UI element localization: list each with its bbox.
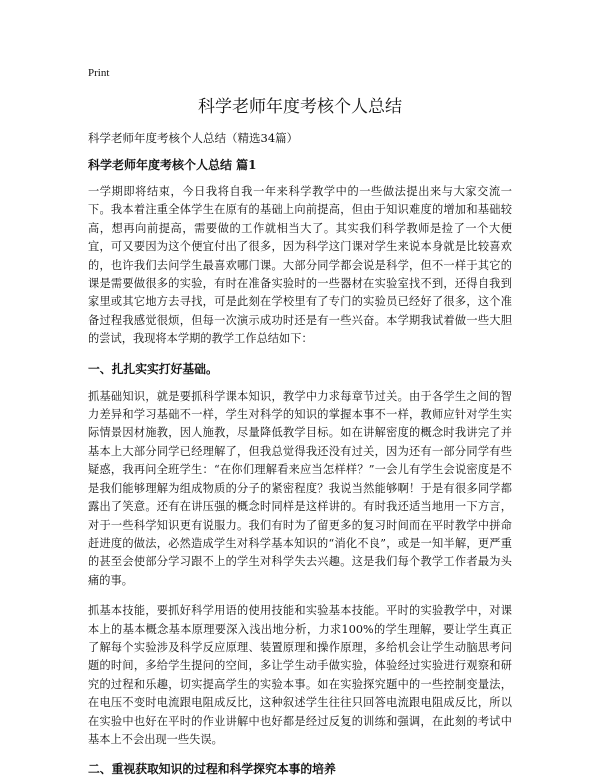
section-title: 科学老师年度考核个人总结 篇1 — [88, 158, 257, 172]
heading-basics: 一、扎扎实实打好基础。 — [88, 361, 218, 376]
document-subtitle: 科学老师年度考核个人总结（精选34篇） — [88, 131, 299, 145]
print-label: Print — [88, 67, 110, 79]
document-title: 科学老师年度考核个人总结 — [198, 97, 402, 117]
heading-inquiry: 二、重视获取知识的过程和科学探究本事的培养 — [88, 762, 336, 777]
paragraph-basic-skills: 抓基本技能，要抓好科学用语的使用技能和实验基本技能。平时的实验教学中，对课本上的基本概念基本原理要深入浅出地分析，力求100%的学生理解，要让学生真正了解每个实验涉及科学反应原理、装置原理和操作原理，多给机会让学生动脑思考问题的时间，多给学生提问的空间，多让学生动手做实验，体验经过实验进行观察和研究的过程和乐趣，切实提高学生的实验本事。如在实验探究题中的一些控制变量法，在电压不变时电流跟电阻成反比，这种叙述学生往往只回答电流跟电阻成反比，所以在实验中也好在平时的作业讲解中也好都是经过反复的训练和强调，在此刻的考试中基本上不会出现一些失误。 — [88, 604, 512, 746]
paragraph-intro: 一学期即将结束，今日我将自我一年来科学教学中的一些做法提出来与大家交流一下。我本着注重全体学生在原有的基础上向前提高，但由于知识难度的增加和基础较高，想再向前提高，需要做的工作就相当大了。其实我们科学教师是捡了一个大便宜，可又要因为这个便宜付出了很多，因为科学这门课对学生来说本身就是比较喜欢的，也许我们去问学生最喜欢哪门课。大部分同学都会说是科学，但不一样于其它的课是需要做很多的实验，有时在准备实验时的一些器材在实验室找不到，还得自我到家里或其它地方去寻找，可是此刻在学校里有了专门的实验员已经好了很多，这个准备过程我感觉很烦，但每一次演示成功时还是有一些兴奋。本学期我试着做一些大胆的尝试，我现将本学期的教学工作总结如下： — [88, 185, 512, 346]
paragraph-basic-knowledge: 抓基础知识，就是要抓科学课本知识，教学中力求每章节过关。由于各学生之间的智力差异和学习基础不一样，学生对科学的知识的掌握本事不一样，教师应针对学生实际情景因材施教，因人施教，尽量降低教学目标。如在讲解密度的概念时我讲完了并基本上大部分同学已经理解了，但我总觉得我还没有过关，因为还有一部分同学有些疑惑，我再问全班学生：“在你们理解看来应当怎样样？”一会儿有学生会说密度是不是我们能够理解为组成物质的分子的紧密程度？我说当然能够啊！于是有很多同学都露出了笑意。还有在讲压强的概念时同样是这样讲的。有时我还适当地用一下方言，对于一些科学知识更有说服力。我们有时为了留更多的复习时间而在平时教学中拼命赶进度的做法，必然造成学生对科学基本知识的“消化不良”，或是一知半解，更严重的甚至会使部分学习跟不上的学生对科学失去兴趣。这是我们每个教学工作者最为头痛的事。 — [88, 389, 512, 587]
